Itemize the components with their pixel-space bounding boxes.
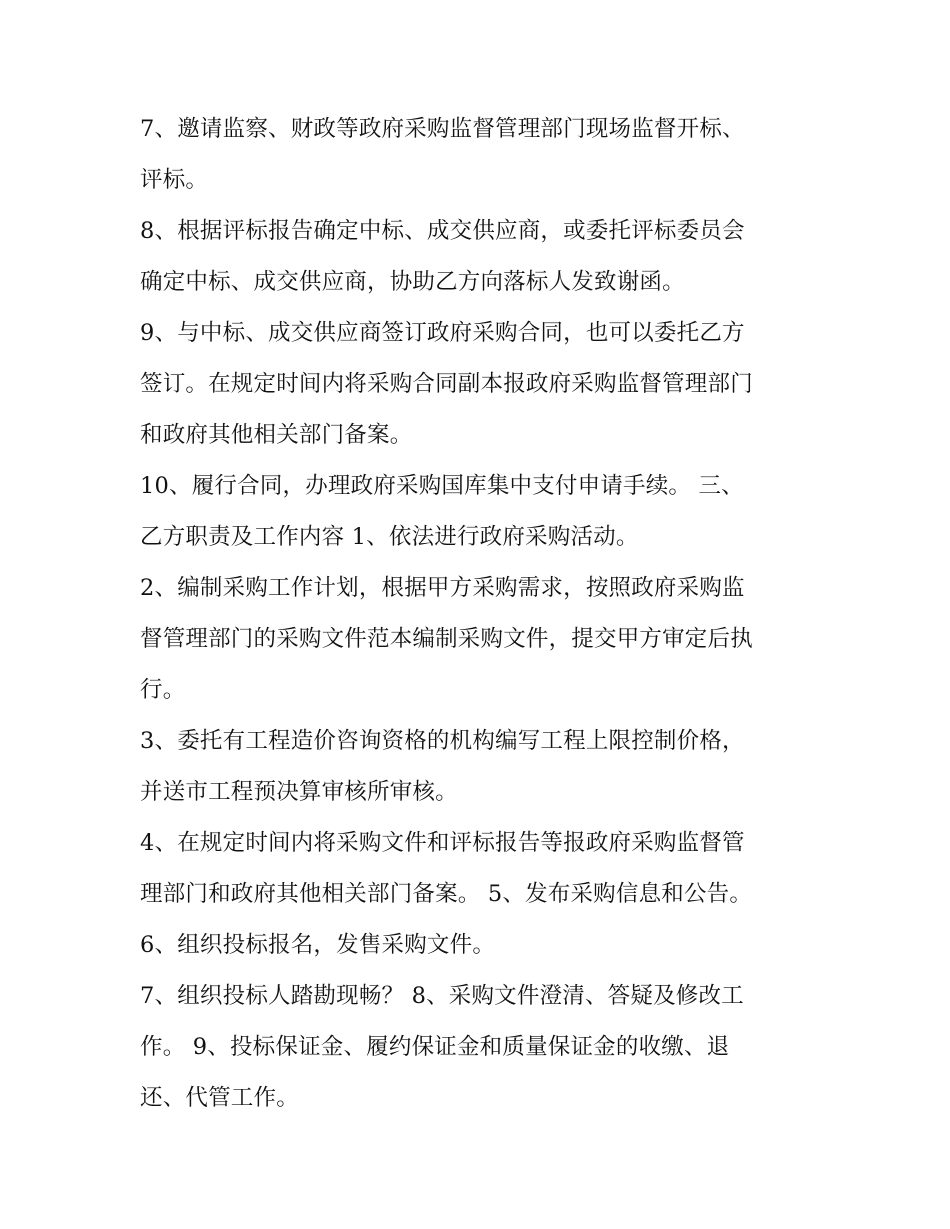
text-line: 评标。 [140, 167, 209, 193]
text-line: 2、编制采购工作计划，根据甲方采购需求，按照政府采购监 [140, 575, 745, 601]
text-line: 4、在规定时间内将采购文件和评标报告等报政府采购监督管 [140, 830, 745, 856]
text-line: 行。 [140, 677, 186, 703]
document-body [140, 104, 830, 1124]
text-line: 7、邀请监察、财政等政府采购监督管理部门现场监督开标、 [140, 116, 745, 142]
text-line: 6、组织投标报名，发售采购文件。 [140, 932, 496, 958]
text-line: 和政府其他相关部门备案。 [140, 422, 413, 448]
text-line: 督管理部门的采购文件范本编制采购文件，提交甲方审定后执 [140, 626, 753, 652]
text-line: 3、委托有工程造价咨询资格的机构编写工程上限控制价格， [140, 728, 745, 754]
text-line: 9、与中标、成交供应商签订政府采购合同，也可以委托乙方 [140, 320, 745, 346]
text-line: 作。 9、投标保证金、履约保证金和质量保证金的收缴、退 [140, 1034, 730, 1060]
text-line: 确定中标、成交供应商，协助乙方向落标人发致谢函。 [140, 269, 685, 295]
text-line: 8、根据评标报告确定中标、成交供应商，或委托评标委员会 [140, 218, 745, 244]
text-line: 10、履行合同，办理政府采购国库集中支付申请手续。 三、 [140, 473, 744, 499]
text-line: 签订。在规定时间内将采购合同副本报政府采购监督管理部门 [140, 371, 753, 397]
text-line: 理部门和政府其他相关部门备案。 5、发布采购信息和公告。 [140, 881, 753, 907]
text-line: 并送市工程预决算审核所审核。 [140, 779, 458, 805]
text-line: 7、组织投标人踏勘现畅？ 8、采购文件澄清、答疑及修改工 [140, 983, 744, 1009]
text-line: 还、代管工作。 [140, 1085, 299, 1111]
text-line: 乙方职责及工作内容 1、依法进行政府采购活动。 [140, 524, 639, 550]
